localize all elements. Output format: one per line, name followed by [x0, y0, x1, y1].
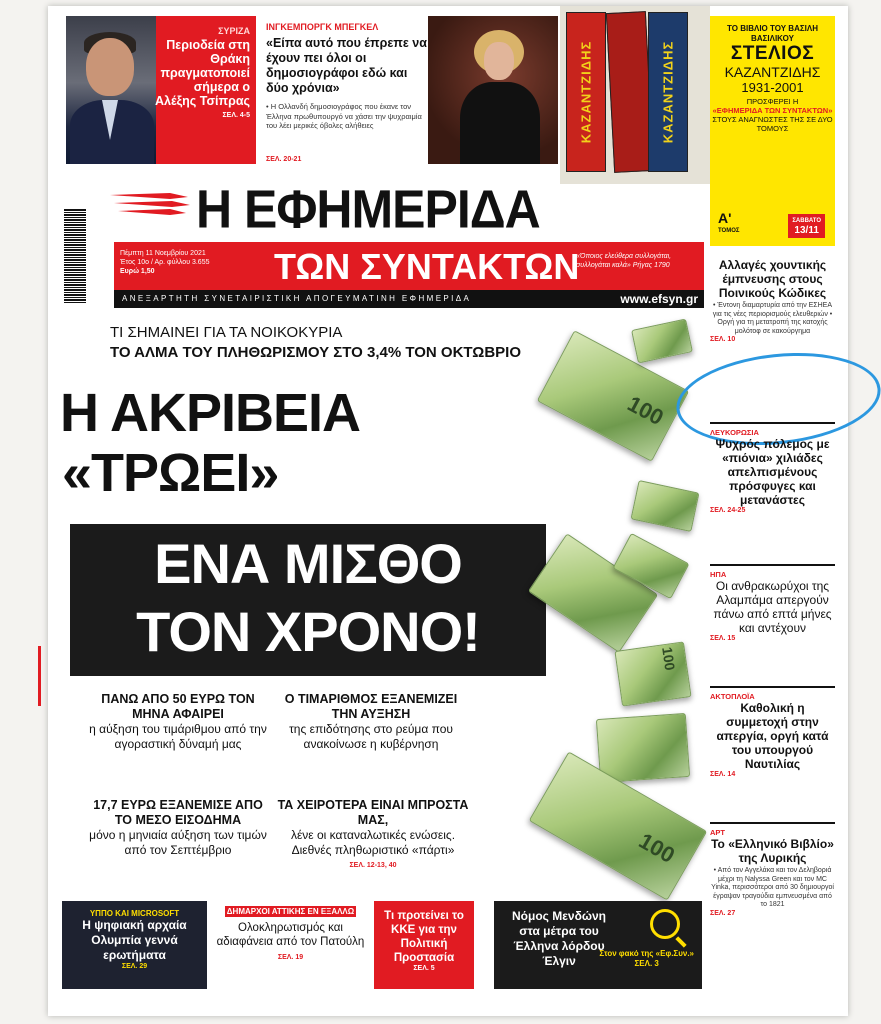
offer-date-badge: ΣΑΒΒΑΤΟ 13/11 — [788, 214, 825, 238]
tsipras-photo — [66, 16, 156, 164]
point-1[interactable]: ΠΑΝΩ ΑΠΟ 50 ΕΥΡΩ ΤΟΝ ΜΗΝΑ ΑΦΑΙΡΕΙ η αύξηση του τιμάριθμου από την αγοραστική δύναμή μας — [89, 692, 267, 751]
magnifier-icon — [650, 909, 680, 939]
bottom-story-patoulis[interactable] — [213, 901, 368, 989]
point-3[interactable]: 17,7 ΕΥΡΩ ΕΞΑΝΕΜΙΣΕ ΑΠΟ ΤΟ ΜΕΣΟ ΕΙΣΟΔΗΜΑ μόνο η μηνιαία αύξηση των τιμών από τον Σεπτέμβριο — [89, 798, 267, 857]
book-volume-1: ΚΑΖΑΝΤΖΙΔΗΣ — [566, 12, 606, 172]
bottom-pages: ΣΕΛ. 5 — [413, 965, 435, 972]
volume-label: Α' ΤΟΜΟΣ — [718, 210, 740, 234]
lead-headline-line-1[interactable]: Η ΑΚΡΙΒΕΙΑ — [60, 383, 361, 443]
bottom-tag: Στον φακό της «Εφ.Συν.» ΣΕΛ. 3 — [599, 949, 694, 968]
point-2[interactable]: Ο ΤΙΜΑΡΙΘΜΟΣ ΕΞΑΝΕΜΙΖΕΙ ΤΗΝ ΑΥΞΗΣΗ της επιδότησης στο ρεύμα που ανακοίνωσε η κυβέρνηση — [284, 692, 458, 751]
masthead-title[interactable]: Η ΕΦΗΜΕΡΙΔΑ — [196, 179, 540, 240]
bottom-story-mendoni[interactable] — [494, 901, 702, 989]
lead-headline-line-4: ΤΟΝ ΧΡΟΝΟ! — [136, 600, 480, 663]
rail-story-1[interactable] — [710, 258, 835, 343]
offer-name: ΣΤΕΛΙΟΣ — [730, 43, 815, 64]
rail-headline: Το «Ελληνικό Βιβλίο» της Λυρικής — [711, 837, 834, 865]
banknote: 100 — [614, 641, 691, 706]
bottom-kicker: ΥΠΠΟ ΚΑΙ MICROSOFT — [89, 909, 180, 918]
rail-divider — [710, 564, 835, 566]
red-marker — [38, 646, 41, 706]
pen-nibs-logo-icon — [110, 189, 190, 217]
rail-story-4[interactable] — [710, 692, 835, 778]
point-pages: ΣΕΛ. 12-13, 40 — [349, 862, 397, 869]
point-4[interactable]: ΤΑ ΧΕΙΡΟΤΕΡΑ ΕΙΝΑΙ ΜΠΡΟΣΤΑ ΜΑΣ, λένε οι καταναλωτικές ενώσεις. Διεθνές πληθωριστικό «πάρτι» ΣΕΛ. 12-13, 40 — [270, 798, 476, 873]
offer-text-2: ΣΤΟΥΣ ΑΝΑΓΝΩΣΤΕΣ ΤΗΣ ΣΕ ΔΥΟ ΤΟΜΟΥΣ — [712, 115, 833, 133]
website-link[interactable]: www.efsyn.gr — [620, 292, 698, 306]
rail-headline: Ψυχρός πόλεμος με «πιόνια» χιλιάδες απελπισμένους πρόσφυγες και μετανάστες — [715, 437, 830, 507]
promo-headline: «Είπα αυτό που έπρεπε να έχουν πει όλοι οι δημοσιογράφοι εδώ και δύο χρόνια» — [266, 36, 427, 95]
bottom-headline: Η ψηφιακή αρχαία Ολυμπία γεννά ερωτήματα — [82, 918, 187, 962]
promo-pages: ΣΕΛ. 20-21 — [266, 156, 302, 163]
bottom-headline: Ολοκληρωτισμός και αδιαφάνεια από τον Πατούλη ΣΕΛ. 19 — [216, 922, 365, 961]
promo-interview[interactable] — [260, 16, 558, 164]
banknote: 100 — [529, 751, 708, 900]
rail-headline: Αλλαγές χουντικής έμπνευσης στους Ποινικούς Κώδικες — [718, 258, 827, 300]
masthead-quote: «Όποιος ελεύθερα συλλογάται, συλλογάται καλά» Ρήγας 1790 — [576, 253, 672, 269]
barcode — [64, 208, 86, 303]
offer-line: ΤΟ ΒΙΒΛΙΟ ΤΟΥ ΒΑΣΙΛΗ ΒΑΣΙΛΙΚΟΥ — [727, 24, 818, 43]
bottom-headline: Τι προτείνει το ΚΚΕ για την Πολιτική Προστασία — [384, 910, 464, 964]
masthead-subtitle: ΤΩΝ ΣΥΝΤΑΚΤΩΝ — [274, 246, 580, 287]
banknote: 100 — [537, 330, 689, 462]
offer-years: 1931-2001 — [741, 80, 804, 95]
banknote — [631, 480, 700, 532]
rail-story-5[interactable] — [710, 828, 835, 917]
rail-tag: ΗΠΑ — [710, 570, 727, 579]
bottom-headline: Νόμος Μενδώνη στα μέτρα του Έλληνα λόρδου Έλγιν — [511, 909, 607, 968]
tagline: ΑΝΕΞΑΡΤΗΤΗ ΣΥΝΕΤΑΙΡΙΣΤΙΚΗ ΑΠΟΓΕΥΜΑΤΙΝΗ ΕΦΗΜΕΡΙΔΑ — [122, 294, 472, 303]
rail-pages: ΣΕΛ. 24-25 — [710, 507, 746, 514]
promo-kicker: ΙΝΓΚΕΜΠΟΡΓΚ ΜΠΕΓΚΕΛ — [266, 22, 379, 32]
offer-paper: «ΕΦΗΜΕΡΙΔΑ ΤΩΝ ΣΥΝΤΑΚΤΩΝ» — [712, 106, 833, 115]
issue-info: Πέμπτη 11 Νοεμβρίου 2021 Έτος 10ο / Αρ. φύλλου 3.655 Ευρώ 1,50 — [120, 250, 210, 275]
promo-kicker: ΣΥΡΙΖΑ — [218, 26, 250, 36]
rail-divider — [710, 822, 835, 824]
rail-pages: ΣΕΛ. 14 — [710, 771, 736, 778]
promo-pages: ΣΕΛ. 4-5 — [222, 112, 250, 119]
journalist-photo — [428, 16, 558, 164]
book-cover-1 — [606, 11, 654, 173]
lead-headline-line-3: ΕΝΑ ΜΙΣΘΟ — [154, 532, 462, 595]
promo-headline: Περιοδεία στη Θράκη πραγματοποιεί σήμερα ο Αλέξης Τσίπρας — [154, 38, 250, 108]
rail-tag: ΑΚΤΟΠΛΟΪΑ — [710, 692, 755, 701]
promo-body: • Η Ολλανδή δημοσιογράφος που έκανε τον Έλληνα πρωθυπουργό να χάσει την ψυχραιμία του λέει μερικές όβολες αλήθειες — [266, 102, 422, 130]
rail-tag: ΑΡΤ — [710, 828, 725, 837]
newspaper-front-page — [48, 6, 848, 1016]
bottom-kicker: ΔΗΜΑΡΧΟΙ ΑΤΤΙΚΗΣ ΕΝ ΕΞΑΛΛΩ — [226, 907, 355, 916]
offer-text: ΠΡΟΣΦΕΡΕΙ Η — [746, 97, 799, 106]
book-volume-2: ΚΑΖΑΝΤΖΙΔΗΣ — [648, 12, 688, 172]
banknote — [596, 713, 690, 783]
masthead-band — [114, 242, 704, 290]
book-covers-image — [560, 6, 710, 184]
rail-headline: Καθολική η συμμετοχή στην απεργία, οργή κατά του υπουργού Ναυτιλίας — [716, 701, 829, 771]
rail-pages: ΣΕΛ. 27 — [710, 909, 736, 917]
rail-headline: Οι ανθρακωρύχοι της Αλαμπάμα απεργούν πάνω από επτά μήνες και αντέχουν — [713, 579, 832, 635]
rail-pages: ΣΕΛ. 10 — [710, 336, 736, 343]
promo-tsipras[interactable] — [66, 16, 256, 164]
rail-tag: ΛΕΥΚΟΡΩΣΙΑ — [710, 428, 759, 437]
rail-body: • Έντονη διαμαρτυρία από την ΕΣΗΕΑ για τις νέες περιορισμούς ελευθεριών • Οργή για τη μετατροπή της κατοχής μολότοφ σε κακούργημα — [712, 302, 833, 335]
book-offer-promo[interactable] — [710, 16, 835, 246]
lead-headline-box[interactable] — [70, 524, 546, 676]
offer-surname: ΚΑΖΑΝΤΖΙΔΗΣ — [724, 64, 821, 80]
rail-divider — [710, 686, 835, 688]
lead-kicker: ΤΙ ΣΗΜΑΙΝΕΙ ΓΙΑ ΤΑ ΝΟΙΚΟΚΥΡΙΑ — [110, 324, 343, 341]
rail-story-2[interactable] — [710, 428, 835, 514]
lead-headline-line-2[interactable]: «ΤΡΩΕΙ» — [62, 443, 279, 503]
bottom-story-kke[interactable] — [374, 901, 474, 989]
lead-subkicker: ΤΟ ΑΛΜΑ ΤΟΥ ΠΛΗΘΩΡΙΣΜΟΥ ΣΤΟ 3,4% ΤΟΝ ΟΚΤΩΒΡΙΟ — [110, 344, 522, 361]
bottom-pages: ΣΕΛ. 29 — [121, 963, 148, 970]
rail-body: • Από τον Αγγελάκα και τον Δεληβοριά μέχρι τη Nalyssa Green και τον MC Yinka, περισσότεροι από 30 δημιουργοί έγραψαν τραγούδια εμπνευσμένα από το 1821 — [711, 867, 834, 908]
rail-story-3[interactable] — [710, 570, 835, 642]
rail-pages: ΣΕΛ. 15 — [710, 635, 736, 642]
bottom-story-microsoft[interactable] — [62, 901, 207, 989]
banknote — [631, 319, 693, 364]
